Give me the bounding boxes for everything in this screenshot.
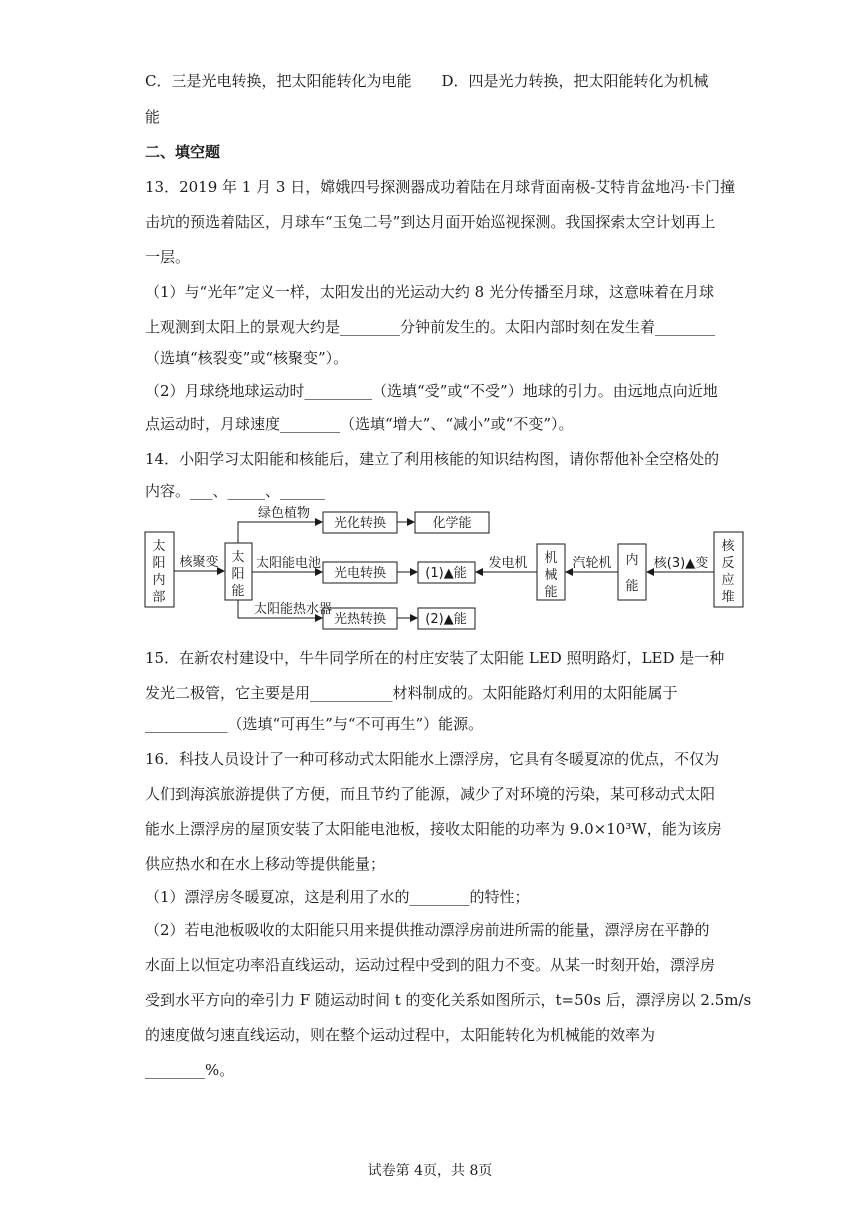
q13-1-line1: （1）与“光年”定义一样，太阳发出的光运动大约 8 光分传播至月球，这意味着在月球 — [145, 283, 714, 301]
q13-1-line2: 上观测到太阳上的景观大约是________分钟前发生的。太阳内部时刻在发生着________ — [145, 318, 716, 336]
q16-line2: 人们到海滨旅游提供了方便，而且节约了能源，减少了对环境的污染，某可移动式太阳 — [145, 785, 716, 803]
q16-2-line4: 的速度做匀速直线运动，则在整个运动过程中，太阳能转化为机械能的效率为 — [145, 1026, 656, 1044]
reactor-2: 反 — [721, 556, 735, 571]
q13-1-line3: （选填“核裂变”或“核聚变”）。 — [145, 349, 349, 367]
sun-interior-1: 太 — [152, 539, 166, 554]
green-plants-label: 绿色植物 — [258, 506, 311, 521]
q16-1: （1）漂浮房冬暖夏凉，这是利用了水的________的特性； — [145, 888, 530, 906]
q15-line3: ___________（选填“可再生”与“不可再生”）能源。 — [145, 715, 484, 733]
page-footer: 试卷第 4页，共 8页 — [367, 1163, 493, 1179]
q16-2-line3: 受到水平方向的牵引力 F 随运动时间 t 的变化关系如图所示，t=50s 后，漂浮房以 2.5m/s — [145, 991, 752, 1009]
reactor-4: 堆 — [721, 590, 735, 605]
q14-line2: 内容。___、_____、______ — [145, 482, 326, 500]
section-heading: 二、填空题 — [145, 143, 221, 161]
solar-energy-2: 阳 — [231, 567, 245, 582]
fusion-label: 核聚变 — [179, 555, 219, 570]
turbine-label: 汽轮机 — [572, 556, 612, 571]
sun-interior-3: 内 — [152, 573, 166, 588]
mechanical-1: 机 — [544, 551, 558, 566]
mechanical-2: 械 — [544, 568, 558, 583]
q16-line3: 能水上漂浮房的屋顶安装了太阳能电池板，接收太阳能的功率为 9.0×10³W，能为该房 — [145, 820, 722, 838]
internal-2: 能 — [625, 579, 639, 594]
q13-2-line2: 点运动时，月球速度________（选填“增大”、“减小”或“不变”）。 — [145, 415, 574, 433]
q16-2-line1: （2）若电池板吸收的太阳能只用来提供推动漂浮房前进所需的能量，漂浮房在平静的 — [145, 921, 710, 939]
generator-label: 发电机 — [488, 556, 528, 571]
photoelectric-label: 光电转换 — [333, 566, 387, 581]
q15-line2: 发光二极管，它主要是用___________材料制成的。太阳能路灯利用的太阳能属于 — [145, 684, 678, 702]
solar-heater-label: 太阳能热水器 — [254, 602, 333, 617]
q13-line3: 一层。 — [145, 248, 191, 266]
q16-line1: 16．科技人员设计了一种可移动式太阳能水上漂浮房，它具有冬暖夏凉的优点，不仅为 — [145, 750, 720, 768]
q14-line1: 14．小阳学习太阳能和核能后，建立了利用核能的知识结构图，请你帮他补全空格处的 — [145, 450, 720, 468]
solar-energy-1: 太 — [231, 550, 245, 565]
q13-2-line1: （2）月球绕地球运动时_________（选填“受”或“不受”）地球的引力。由远地点向近地 — [145, 382, 718, 400]
solar-cell-label: 太阳能电池 — [256, 556, 322, 571]
blank3-label: 核(3)▲变 — [653, 556, 709, 571]
photothermal-label: 光热转换 — [333, 612, 387, 627]
option-d-cont: 能 — [145, 108, 161, 126]
mechanical-3: 能 — [544, 585, 558, 600]
q16-line4: 供应热水和在水上移动等提供能量； — [145, 855, 386, 873]
reactor-3: 应 — [721, 573, 735, 588]
blank1-label: (1)▲能 — [425, 566, 467, 581]
sun-interior-2: 阳 — [152, 556, 166, 571]
q16-2-line2: 水面上以恒定功率沿直线运动，运动过程中受到的阻力不变。从某一时刻开始，漂浮房 — [145, 956, 716, 974]
chemical-energy-label: 化学能 — [432, 516, 472, 531]
sun-interior-4: 部 — [152, 590, 166, 605]
reactor-1: 核 — [721, 539, 735, 554]
q15-line1: 15．在新农村建设中，牛牛同学所在的村庄安装了太阳能 LED 照明路灯，LED 是一种 — [145, 649, 725, 667]
q13-line1: 13．2019 年 1 月 3 日，嫦娥四号探测器成功着陆在月球背面南极-艾特肯盆地冯·卡门撞 — [145, 178, 736, 196]
internal-1: 内 — [625, 553, 639, 568]
q16-2-line5: ________%。 — [145, 1061, 235, 1079]
q13-line2: 击坑的预选着陆区，月球车“玉兔二号”到达月面开始巡视探测。我国探索太空计划再上 — [145, 213, 716, 231]
solar-energy-3: 能 — [231, 584, 245, 599]
photochemical-label: 光化转换 — [333, 516, 387, 531]
blank2-label: (2)▲能 — [425, 612, 467, 627]
option-c-d: C．三是光电转换，把太阳能转化为电能 D．四是光力转换，把太阳能转化为机械 — [145, 72, 709, 90]
